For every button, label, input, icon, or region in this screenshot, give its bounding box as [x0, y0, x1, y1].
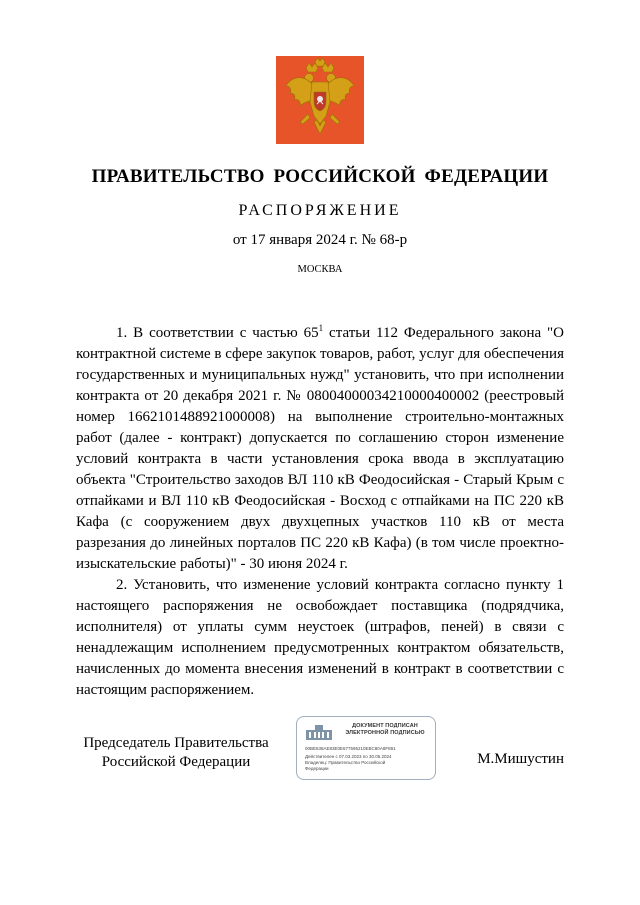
document-body	[76, 323, 564, 701]
document-date-number: от 17 января 2024 г. № 68-р	[232, 232, 408, 248]
stamp-heading	[337, 723, 433, 737]
signatory-position	[76, 734, 276, 772]
organization-title: ПРАВИТЕЛЬСТВО РОССИЙСКОЙ ФЕДЕРАЦИИ	[91, 166, 549, 187]
document-type: РАСПОРЯЖЕНИЕ	[238, 202, 402, 219]
electronic-signature-stamp	[296, 716, 436, 780]
stamp-validity: Действителен с 07.03.2023 по 30.05.2024	[305, 754, 392, 759]
paragraph-1-superscript: 1	[318, 323, 324, 333]
paragraph-1	[76, 323, 564, 575]
stamp-owner-line-2: Федерации	[305, 766, 329, 771]
stamp-owner-line-1: Владелец: Правительство Российской	[305, 760, 386, 765]
document-city: МОСКВА	[297, 264, 343, 275]
signatory-position-line-2: Российской Федерации	[101, 754, 251, 770]
signatory-name: М.Мишустин	[477, 751, 564, 767]
coat-of-arms-icon	[276, 56, 364, 144]
stamp-heading-line-1: ДОКУМЕНТ ПОДПИСАН	[352, 723, 418, 729]
paragraph-1-start: 1. В соответствии с частью 65	[116, 325, 319, 341]
paragraph-1-rest: статьи 112 Федерального закона "О контрактной системе в сфере закупок товаров, работ, услуг для обеспечения государственных и муниципальных нужд" установить, что при исполнении контракта от 20 декабря 2021 г. № 0800400003421000040000​2 (реестровый номер 1662101488921000008) на выполнение строительно-монтажных работ (далее - контракт) допускается по соглашению сторон изменение условий контракта в части установления срока ввода в эксплуатацию объекта "Строительство заходов ВЛ 110 кВ Феодосийская - Старый Крым с отпайками и ВЛ 110 кВ Феодосийская - Восход с отпайками на ПС 220 кВ Кафа (с сооружением двух двухцепных участков 110 кВ от места разрезания до линейных порталов ПС 220 кВ Кафа) (в том числе проектно-изыскательские работы)" - 30 июня 2024 г.	[76, 325, 564, 572]
stamp-certificate: 00BE638AE83E0E677595210EBC80A8F891	[305, 746, 396, 751]
building-icon	[305, 723, 333, 741]
paragraph-2: 2. Установить, что изменение условий контракта согласно пункту 1 настоящего распоряжения не освобождает поставщика (подрядчика, исполнителя) от уплаты сумм неустоек (штрафов, пеней) в связи с ненадлежащим исполнением предусмотренных контрактом обязательств, начисленных до момента внесения изменений в контракт в соответствии с настоящим распоряжением.	[76, 577, 564, 698]
stamp-heading-line-2: ЭЛЕКТРОННОЙ ПОДПИСЬЮ	[345, 730, 425, 736]
signatory-position-line-1: Председатель Правительства	[83, 735, 269, 751]
